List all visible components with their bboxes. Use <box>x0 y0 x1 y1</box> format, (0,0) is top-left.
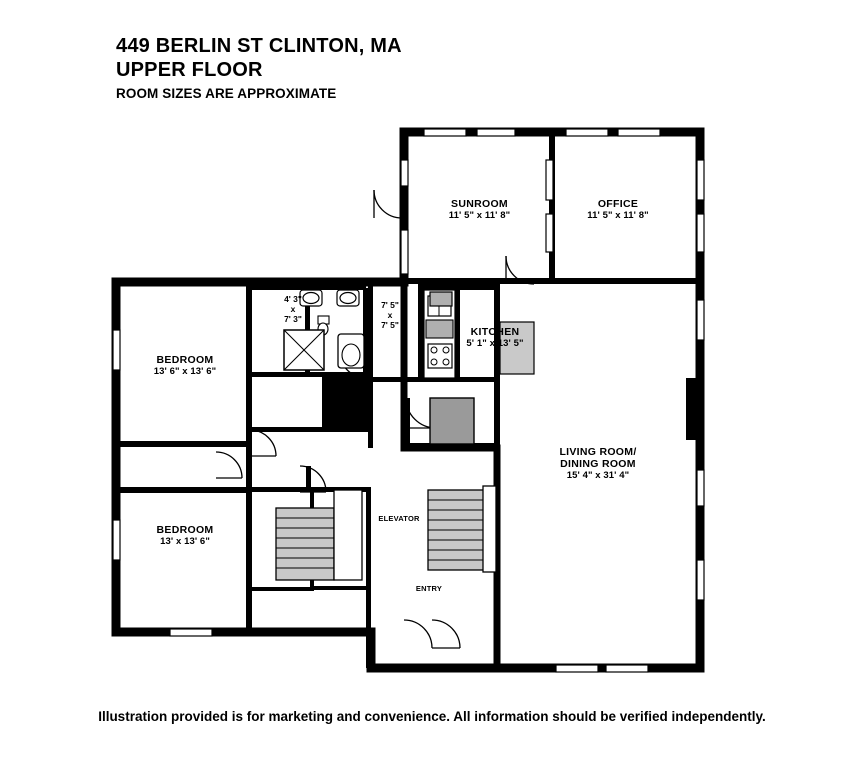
dim-label-bath1: 4' 3" x 7' 3" <box>284 294 302 324</box>
wall-stair-bottom <box>246 587 314 591</box>
room-label-bedroom-upper: BEDROOM 13' 6" x 13' 6" <box>153 354 217 377</box>
wall-hall-bottom <box>252 427 368 432</box>
wall-jog-1 <box>306 466 311 490</box>
closet-block <box>430 398 474 444</box>
chimney-bump <box>686 378 700 440</box>
dim-label-hall: 4' 11" x 5' 6" <box>337 392 361 422</box>
disclaimer-text: Illustration provided is for marketing and convenience. All information should be verified independently. <box>98 709 766 724</box>
annotation-entry: ENTRY <box>415 584 443 593</box>
plan-floor: UPPER FLOOR <box>116 59 263 81</box>
room-label-sunroom: SUNROOM 11' 5" x 11' 8" <box>448 198 511 221</box>
wall-bedroom-upper-bottom <box>116 441 252 447</box>
plan-note: ROOM SIZES ARE APPROXIMATE <box>116 86 337 101</box>
dim-label-bath2: 7' 5" x 7' 5" <box>381 300 399 330</box>
wall-kitchen-top <box>418 284 496 290</box>
room-label-living-dining: LIVING ROOM/ DINING ROOM 15' 4" x 31' 4" <box>559 446 637 481</box>
wall-jog-2 <box>246 466 251 490</box>
wall-kitchen-bottom <box>368 377 420 382</box>
wall-kitchen-inner-left <box>418 284 424 382</box>
wall-stair-left <box>246 490 251 632</box>
wall-elevator-bottom <box>310 586 371 590</box>
room-label-office: OFFICE 11' 5" x 11' 8" <box>587 198 649 221</box>
wall-sunroom-bottom <box>404 278 555 284</box>
door-sunroom <box>374 190 402 218</box>
wall-kitchen-left-v <box>368 284 373 380</box>
staircase-right <box>428 486 496 572</box>
wall-bedroom-lower-top <box>116 487 246 493</box>
room-label-kitchen: KITCHEN 5' 1" x 13' 5" <box>466 326 524 349</box>
annotation-elevator: ELEVATOR <box>378 514 420 523</box>
room-label-bedroom-lower: BEDROOM 13' x 13' 6" <box>156 524 214 547</box>
plan-address: 449 BERLIN ST CLINTON, MA <box>116 35 402 57</box>
wall-office-bottom <box>555 278 700 284</box>
title-block <box>116 34 736 104</box>
